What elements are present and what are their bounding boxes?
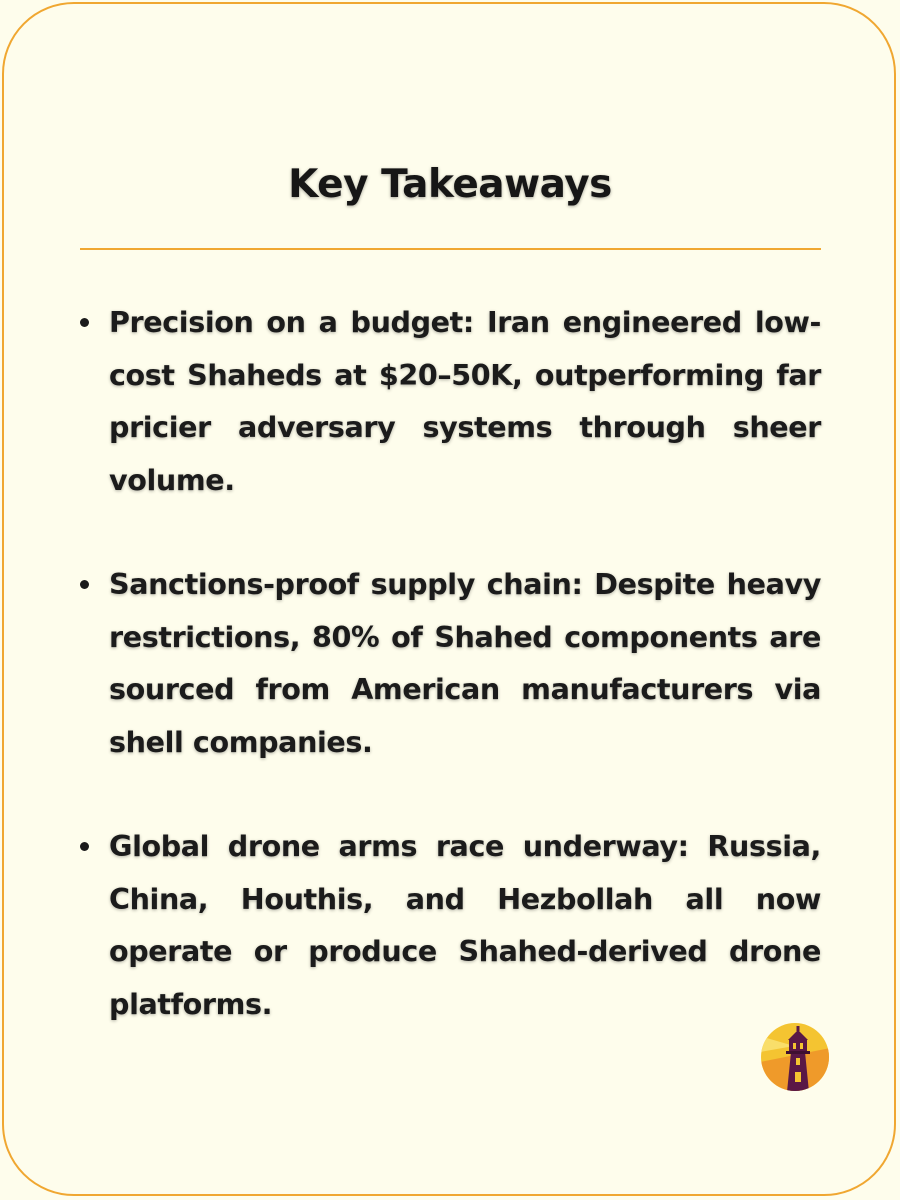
title-divider bbox=[80, 248, 821, 250]
page-title: Key Takeaways bbox=[288, 162, 612, 207]
list-item bbox=[80, 296, 821, 506]
takeaway-text: Global drone arms race underway: Russia, China, Houthis, and Hezbollah all now operate or produce Shahed-derived drone platforms. bbox=[109, 829, 821, 1021]
list-item bbox=[80, 820, 821, 1030]
takeaway-text: Precision on a budget: Iran engineered low-cost Shaheds at $20–50K, outperforming far pricier adversary systems through sheer volume. bbox=[109, 305, 821, 497]
bullet-icon bbox=[80, 580, 89, 589]
takeaways-list bbox=[80, 296, 821, 1082]
bullet-icon bbox=[80, 318, 89, 327]
bullet-icon bbox=[80, 842, 89, 851]
list-item bbox=[80, 558, 821, 768]
lighthouse-logo-icon bbox=[760, 1022, 830, 1092]
takeaway-text: Sanctions-proof supply chain: Despite heavy restrictions, 80% of Shahed components are sourced from American manufacturers via shell companies. bbox=[109, 567, 821, 759]
